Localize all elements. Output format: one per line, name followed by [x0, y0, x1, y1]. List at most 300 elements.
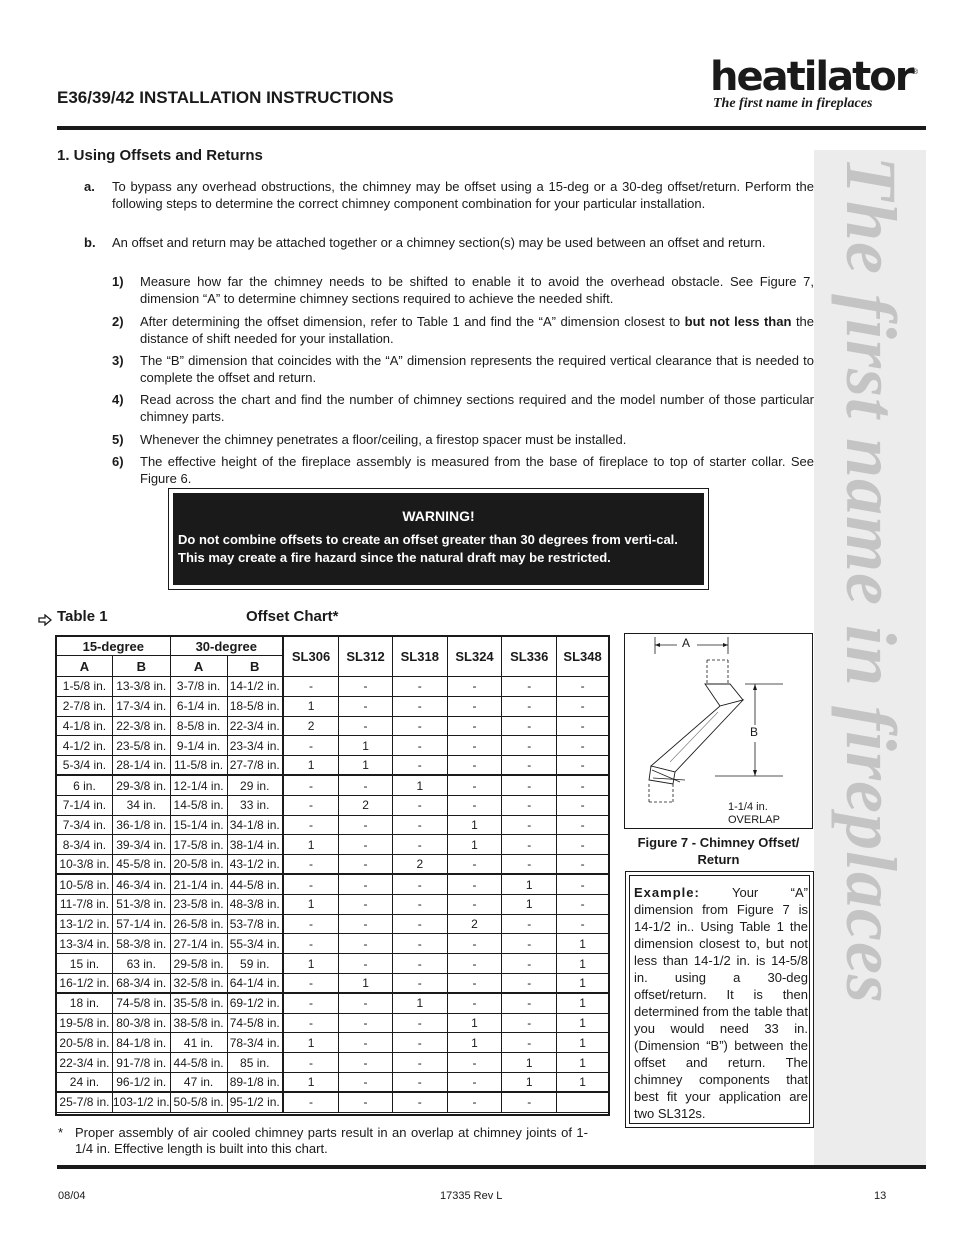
- table-row: [57, 973, 609, 993]
- table-cell: 48-3/8 in.: [227, 894, 283, 914]
- table-cell: -: [339, 1033, 393, 1053]
- table-cell: 69-1/2 in.: [227, 993, 283, 1013]
- table-cell: -: [283, 736, 339, 756]
- table-cell: 32-5/8 in.: [170, 973, 227, 993]
- table-cell: -: [339, 894, 393, 914]
- table-cell: 1: [447, 815, 502, 835]
- table-cell: -: [392, 1033, 447, 1053]
- table-cell: -: [339, 835, 393, 855]
- overlap-label: [728, 801, 780, 827]
- table-cell: 38-1/4 in.: [227, 835, 283, 855]
- side-banner: [814, 150, 926, 1165]
- table-cell: -: [502, 756, 557, 776]
- table-cell: -: [392, 1013, 447, 1033]
- table-cell: 29-3/8 in.: [112, 775, 170, 795]
- table-cell: 53-7/8 in.: [227, 914, 283, 934]
- example-label: Example:: [634, 885, 700, 900]
- footnote: [58, 1125, 588, 1157]
- table-cell: -: [502, 795, 557, 815]
- step-2-text-start: After determining the offset dimension, refer to Table 1 and find the “A” dimension closest to: [140, 314, 685, 329]
- table-cell: 5-3/4 in.: [57, 756, 113, 776]
- table-cell: 1: [557, 993, 609, 1013]
- table-cell: -: [447, 954, 502, 974]
- table-cell: -: [447, 934, 502, 954]
- table-cell: 1: [557, 1033, 609, 1053]
- table-row: [57, 696, 609, 716]
- table-cell: 96-1/2 in.: [112, 1072, 170, 1092]
- table-cell: 8-5/8 in.: [170, 716, 227, 736]
- table-cell: 68-3/4 in.: [112, 973, 170, 993]
- table-cell: 1: [502, 1053, 557, 1073]
- table-body: [57, 677, 609, 1113]
- table-cell: -: [557, 696, 609, 716]
- dimension-b-label: B: [750, 725, 759, 739]
- table-cell: 1: [392, 775, 447, 795]
- table-cell: 39-3/4 in.: [112, 835, 170, 855]
- table-cell: 80-3/8 in.: [112, 1013, 170, 1033]
- chimney-offset-diagram: [625, 634, 814, 830]
- table-cell: 34-1/8 in.: [227, 815, 283, 835]
- paragraph-a: [84, 178, 814, 212]
- step-4-label: 4): [112, 392, 124, 407]
- table-cell: 38-5/8 in.: [170, 1013, 227, 1033]
- table-cell: 44-5/8 in.: [227, 874, 283, 894]
- table-row: [57, 716, 609, 736]
- step-3: [112, 352, 814, 386]
- table-cell: 59 in.: [227, 954, 283, 974]
- table-cell: 63 in.: [112, 954, 170, 974]
- table-row: [57, 756, 609, 776]
- table-cell: 22-3/4 in.: [227, 716, 283, 736]
- footnote-mark: *: [58, 1125, 64, 1140]
- table-cell: 9-1/4 in.: [170, 736, 227, 756]
- table-cell: 13-3/8 in.: [112, 677, 170, 697]
- table-cell: -: [339, 775, 393, 795]
- table-cell: -: [392, 696, 447, 716]
- overlap-word: OVERLAP: [728, 814, 780, 826]
- table-cell: [557, 1092, 609, 1112]
- footnote-text: Proper assembly of air cooled chimney parts result in an overlap at chimney joints of 1-1/4 in. Effective length is built into this chart.: [75, 1125, 588, 1156]
- table-cell: 23-5/8 in.: [112, 736, 170, 756]
- table-cell: 1: [502, 874, 557, 894]
- table-cell: -: [447, 993, 502, 1013]
- table-cell: 1: [557, 934, 609, 954]
- table-cell: -: [339, 716, 393, 736]
- table-cell: 23-3/4 in.: [227, 736, 283, 756]
- table-cell: -: [502, 815, 557, 835]
- table-cell: 3-7/8 in.: [170, 677, 227, 697]
- table-cell: -: [392, 914, 447, 934]
- table-row: [57, 775, 609, 795]
- table-cell: 4-1/2 in.: [57, 736, 113, 756]
- table-cell: -: [392, 1092, 447, 1112]
- table-cell: -: [447, 874, 502, 894]
- table-cell: -: [557, 775, 609, 795]
- table-cell: 24 in.: [57, 1072, 113, 1092]
- table-cell: -: [283, 973, 339, 993]
- table-cell: -: [392, 894, 447, 914]
- table-cell: -: [392, 677, 447, 697]
- step-2-label: 2): [112, 314, 124, 329]
- table-cell: 95-1/2 in.: [227, 1092, 283, 1112]
- table-cell: -: [502, 736, 557, 756]
- table-cell: 2: [447, 914, 502, 934]
- table-cell: 44-5/8 in.: [170, 1053, 227, 1073]
- paragraph-a-label: a.: [84, 179, 95, 194]
- table-cell: -: [283, 914, 339, 934]
- table-cell: 36-1/8 in.: [112, 815, 170, 835]
- table-cell: -: [339, 815, 393, 835]
- table-cell: -: [392, 736, 447, 756]
- table-cell: -: [339, 954, 393, 974]
- table-cell: 11-5/8 in.: [170, 756, 227, 776]
- footer-doc-number: 17335 Rev L: [440, 1190, 503, 1202]
- header-sl312: SL312: [339, 637, 393, 677]
- table-cell: 1: [557, 1053, 609, 1073]
- table-cell: -: [392, 795, 447, 815]
- table-cell: 51-3/8 in.: [112, 894, 170, 914]
- table-cell: -: [502, 855, 557, 875]
- table-cell: -: [392, 934, 447, 954]
- header-30-degree: 30-degree: [170, 637, 283, 656]
- table-cell: -: [502, 1013, 557, 1033]
- table-cell: 1: [283, 756, 339, 776]
- table-row: [57, 1013, 609, 1033]
- header-sl348: SL348: [557, 637, 609, 677]
- offset-chart-table: [56, 636, 609, 1113]
- footer-rule: [57, 1165, 926, 1169]
- step-6-text: The effective height of the fireplace assembly is measured from the base of fireplace to top of starter collar. See Figure 6.: [140, 454, 814, 486]
- table-cell: -: [283, 677, 339, 697]
- table-cell: -: [557, 855, 609, 875]
- table-cell: 35-5/8 in.: [170, 993, 227, 1013]
- table-cell: 55-3/4 in.: [227, 934, 283, 954]
- table-cell: 18 in.: [57, 993, 113, 1013]
- step-5-label: 5): [112, 432, 124, 447]
- table-cell: 74-5/8 in.: [112, 993, 170, 1013]
- table-cell: -: [557, 835, 609, 855]
- table-row: [57, 934, 609, 954]
- table-cell: 2-7/8 in.: [57, 696, 113, 716]
- table-cell: -: [339, 1013, 393, 1033]
- step-2-text: [140, 313, 814, 347]
- table-cell: 2: [392, 855, 447, 875]
- table-caption: Offset Chart*: [246, 608, 339, 625]
- header-30-b: B: [227, 656, 283, 677]
- table-cell: 27-1/4 in.: [170, 934, 227, 954]
- table-cell: -: [557, 815, 609, 835]
- example-body: Your “A” dimension from Figure 7 is 14-1/2 in.. Using Table 1 the dimension closest to, but not less than 14-1/2 in. is 14-5/8 in. using a 30-deg offset/return. It is then determined from the table that you would need 33 in. (Dimension “B”) between the offset and return. The chimney components that best fit your application are two SL312s.: [634, 885, 808, 1121]
- header-sl336: SL336: [502, 637, 557, 677]
- step-3-label: 3): [112, 353, 124, 368]
- table-cell: 1: [502, 1072, 557, 1092]
- table-cell: -: [283, 855, 339, 875]
- paragraph-b-label: b.: [84, 235, 96, 250]
- table-cell: 1: [557, 973, 609, 993]
- table-cell: -: [447, 795, 502, 815]
- table-row: [57, 855, 609, 875]
- table-cell: -: [502, 1033, 557, 1053]
- table-cell: -: [557, 716, 609, 736]
- table-cell: 50-5/8 in.: [170, 1092, 227, 1112]
- table-cell: -: [502, 993, 557, 1013]
- table-cell: 28-1/4 in.: [112, 756, 170, 776]
- section-title: 1. Using Offsets and Returns: [57, 147, 263, 164]
- table-cell: -: [392, 716, 447, 736]
- table-cell: 14-1/2 in.: [227, 677, 283, 697]
- step-2-emphasis: but not less than: [684, 314, 792, 329]
- warning-box: [168, 488, 709, 590]
- table-cell: -: [339, 874, 393, 894]
- table-cell: -: [447, 855, 502, 875]
- table-cell: -: [502, 716, 557, 736]
- table-cell: 43-1/2 in.: [227, 855, 283, 875]
- table-cell: -: [283, 1053, 339, 1073]
- table-cell: -: [283, 1092, 339, 1112]
- side-banner-text: The first name in fireplaces: [831, 156, 911, 1004]
- table-cell: -: [557, 795, 609, 815]
- table-cell: 13-3/4 in.: [57, 934, 113, 954]
- table-cell: -: [283, 815, 339, 835]
- brand-tagline: The first name in fireplaces: [713, 96, 873, 111]
- table-cell: -: [392, 1053, 447, 1073]
- table-cell: -: [557, 874, 609, 894]
- table-cell: 1: [283, 835, 339, 855]
- header-15-a: A: [57, 656, 113, 677]
- table-cell: 46-3/4 in.: [112, 874, 170, 894]
- table-row: [57, 894, 609, 914]
- table-cell: 13-1/2 in.: [57, 914, 113, 934]
- warning-panel: [173, 493, 704, 585]
- table-cell: -: [447, 756, 502, 776]
- table-label: Table 1: [57, 608, 108, 625]
- arrow-right-icon: [38, 614, 52, 626]
- warning-heading: WARNING!: [402, 508, 475, 524]
- table-cell: -: [557, 914, 609, 934]
- table-row: [57, 736, 609, 756]
- table-cell: 29 in.: [227, 775, 283, 795]
- table-cell: 27-7/8 in.: [227, 756, 283, 776]
- step-5-text: Whenever the chimney penetrates a floor/ceiling, a firestop spacer must be installed.: [140, 432, 627, 447]
- table-cell: -: [447, 716, 502, 736]
- table-cell: -: [447, 775, 502, 795]
- table-cell: 78-3/4 in.: [227, 1033, 283, 1053]
- table-row: [57, 1033, 609, 1053]
- example-text: [634, 884, 808, 1122]
- table-cell: -: [339, 914, 393, 934]
- table-cell: 1-5/8 in.: [57, 677, 113, 697]
- step-6-label: 6): [112, 454, 124, 469]
- table-cell: -: [502, 914, 557, 934]
- step-2-text-end: the distance of shift needed for your installation.: [140, 314, 815, 346]
- table-cell: 7-1/4 in.: [57, 795, 113, 815]
- table-cell: 1: [339, 973, 393, 993]
- example-inner-border: [629, 875, 810, 1124]
- warning-text: Do not combine offsets to create an offset greater than 30 degrees from verti-cal. This may create a fire hazard since the natural draft may be restricted.: [178, 532, 678, 565]
- table-cell: -: [447, 894, 502, 914]
- table-cell: 2: [339, 795, 393, 815]
- footer-date: 08/04: [58, 1190, 86, 1202]
- table-cell: 17-3/4 in.: [112, 696, 170, 716]
- table-cell: 21-1/4 in.: [170, 874, 227, 894]
- table-cell: -: [339, 1053, 393, 1073]
- table-row: [57, 677, 609, 697]
- table-cell: 15 in.: [57, 954, 113, 974]
- table-cell: -: [392, 954, 447, 974]
- figure-7-box: [624, 633, 813, 829]
- table-cell: -: [339, 696, 393, 716]
- table-cell: -: [339, 993, 393, 1013]
- table-cell: -: [447, 736, 502, 756]
- table-cell: 1: [557, 1072, 609, 1092]
- table-cell: 4-1/8 in.: [57, 716, 113, 736]
- table-cell: 26-5/8 in.: [170, 914, 227, 934]
- table-cell: -: [557, 756, 609, 776]
- footer-page-number: 13: [874, 1190, 887, 1202]
- header-sl306: SL306: [283, 637, 339, 677]
- heatilator-logo: [710, 55, 920, 115]
- table-row: [57, 815, 609, 835]
- table-cell: 6-1/4 in.: [170, 696, 227, 716]
- table-cell: 84-1/8 in.: [112, 1033, 170, 1053]
- step-1-text: Measure how far the chimney needs to be shifted to enable it to avoid the overhead obstacle. See Figure 7, dimension “A” to determine chimney sections required to achieve the needed shift.: [140, 274, 814, 306]
- table-cell: 1: [339, 756, 393, 776]
- table-cell: 85 in.: [227, 1053, 283, 1073]
- table-cell: -: [502, 677, 557, 697]
- table-cell: 33 in.: [227, 795, 283, 815]
- table-row: [57, 954, 609, 974]
- table-cell: 22-3/8 in.: [112, 716, 170, 736]
- table-cell: 16-1/2 in.: [57, 973, 113, 993]
- table-cell: 1: [502, 894, 557, 914]
- registered-mark: ®: [912, 69, 918, 76]
- table-cell: 1: [339, 736, 393, 756]
- table-cell: 1: [557, 954, 609, 974]
- table-cell: 34 in.: [112, 795, 170, 815]
- table-cell: 1: [283, 696, 339, 716]
- table-row: [57, 835, 609, 855]
- table-cell: 19-5/8 in.: [57, 1013, 113, 1033]
- table-row: [57, 1053, 609, 1073]
- table-cell: -: [502, 934, 557, 954]
- table-cell: -: [339, 677, 393, 697]
- step-6: [112, 453, 814, 487]
- table-cell: -: [502, 973, 557, 993]
- table-cell: 64-1/4 in.: [227, 973, 283, 993]
- table-cell: 11-7/8 in.: [57, 894, 113, 914]
- paragraph-b-text: An offset and return may be attached together or a chimney section(s) may be used between an offset and return.: [112, 235, 766, 250]
- table-cell: 47 in.: [170, 1072, 227, 1092]
- table-cell: 2: [283, 716, 339, 736]
- table-cell: -: [502, 835, 557, 855]
- table-cell: 1: [283, 1033, 339, 1053]
- step-4: [112, 391, 814, 425]
- paragraph-a-text: To bypass any overhead obstructions, the chimney may be offset using a 15-deg or a 30-deg offset/return. Perform the following steps to determine the correct chimney component combination for your particular installation.: [112, 179, 814, 211]
- table-cell: 14-5/8 in.: [170, 795, 227, 815]
- table-cell: -: [557, 677, 609, 697]
- table-cell: 91-7/8 in.: [112, 1053, 170, 1073]
- table-cell: -: [447, 677, 502, 697]
- table-cell: -: [339, 1092, 393, 1112]
- document-title: E36/39/42 INSTALLATION INSTRUCTIONS: [57, 88, 394, 107]
- header-sl324: SL324: [447, 637, 502, 677]
- table-cell: 74-5/8 in.: [227, 1013, 283, 1033]
- table-cell: -: [339, 934, 393, 954]
- table-cell: 10-5/8 in.: [57, 874, 113, 894]
- table-cell: 8-3/4 in.: [57, 835, 113, 855]
- table-cell: -: [502, 775, 557, 795]
- table-cell: 20-5/8 in.: [170, 855, 227, 875]
- header-30-a: A: [170, 656, 227, 677]
- table-cell: -: [502, 1092, 557, 1112]
- table-cell: -: [392, 973, 447, 993]
- table-cell: 17-5/8 in.: [170, 835, 227, 855]
- step-4-text: Read across the chart and find the number of chimney sections required and the model number of those particular chimney parts.: [140, 392, 814, 424]
- overlap-value: 1-1/4 in.: [728, 801, 768, 813]
- table-cell: 1: [557, 1013, 609, 1033]
- table-cell: 7-3/4 in.: [57, 815, 113, 835]
- table-cell: 1: [283, 954, 339, 974]
- table-cell: 103-1/2 in.: [112, 1092, 170, 1112]
- table-cell: 12-1/4 in.: [170, 775, 227, 795]
- step-3-text: The “B” dimension that coincides with the “A” dimension represents the required vertical clearance that is needed to complete the offset and return.: [140, 353, 814, 385]
- table-cell: 22-3/4 in.: [57, 1053, 113, 1073]
- table-cell: 10-3/8 in.: [57, 855, 113, 875]
- header-15-degree: 15-degree: [57, 637, 171, 656]
- step-5: [112, 431, 814, 448]
- table-cell: -: [447, 973, 502, 993]
- table-cell: -: [447, 1092, 502, 1112]
- table-cell: 1: [447, 1013, 502, 1033]
- table-cell: 1: [392, 993, 447, 1013]
- table-cell: -: [283, 775, 339, 795]
- table-row: [57, 874, 609, 894]
- table-cell: -: [392, 1072, 447, 1092]
- table-cell: 57-1/4 in.: [112, 914, 170, 934]
- table-group-header-row: [57, 637, 609, 656]
- table-cell: 1: [283, 1072, 339, 1092]
- table-cell: 41 in.: [170, 1033, 227, 1053]
- table-cell: -: [447, 1072, 502, 1092]
- header-rule: [57, 126, 926, 130]
- table-cell: 29-5/8 in.: [170, 954, 227, 974]
- paragraph-b: [84, 234, 814, 251]
- table-cell: 20-5/8 in.: [57, 1033, 113, 1053]
- table-cell: 23-5/8 in.: [170, 894, 227, 914]
- table-cell: 1: [447, 1033, 502, 1053]
- header-sl318: SL318: [392, 637, 447, 677]
- table-cell: -: [392, 874, 447, 894]
- table-cell: -: [557, 894, 609, 914]
- example-box: [625, 871, 814, 1128]
- table-cell: 25-7/8 in.: [57, 1092, 113, 1112]
- table-cell: 1: [447, 835, 502, 855]
- brand-name: heatilator: [710, 54, 913, 100]
- table-cell: -: [283, 993, 339, 1013]
- table-cell: -: [392, 835, 447, 855]
- table-cell: -: [447, 696, 502, 716]
- header-15-b: B: [112, 656, 170, 677]
- table-cell: 58-3/8 in.: [112, 934, 170, 954]
- table-cell: -: [283, 934, 339, 954]
- table-cell: 45-5/8 in.: [112, 855, 170, 875]
- table-cell: -: [392, 815, 447, 835]
- table-cell: -: [283, 874, 339, 894]
- table-cell: 1: [283, 894, 339, 914]
- table-row: [57, 1092, 609, 1112]
- table-row: [57, 795, 609, 815]
- table-cell: -: [283, 1013, 339, 1033]
